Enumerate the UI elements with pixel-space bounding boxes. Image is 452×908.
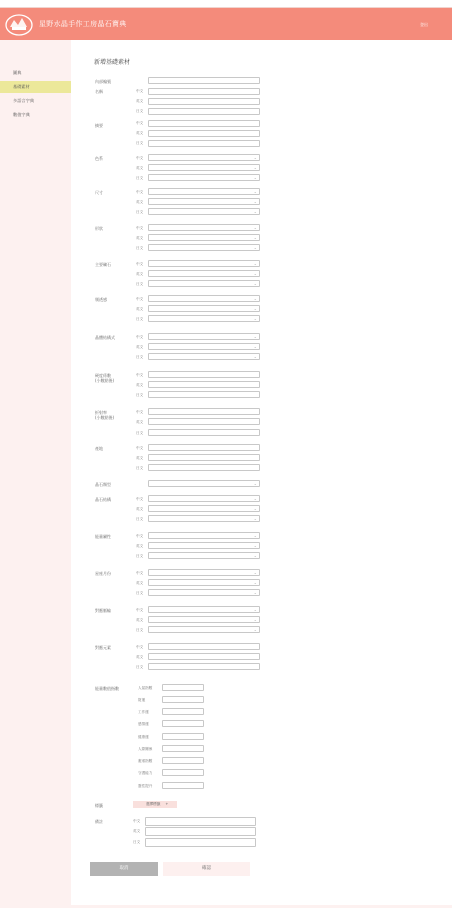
notes-zh-label: 中文 <box>133 819 141 823</box>
refraction-ja-input[interactable] <box>148 429 260 436</box>
refraction-zh-input[interactable] <box>148 408 260 415</box>
shine-en-select[interactable]: ⌄ <box>148 305 260 312</box>
page-title: 新增基礎素材 <box>94 59 131 66</box>
chakra-label: 對應脈輪 <box>95 608 111 613</box>
color-en-select[interactable]: ⌄ <box>148 164 260 171</box>
main-stone-ja-label: 日文 <box>136 282 144 286</box>
crystal-system-en-label: 英文 <box>136 507 144 511</box>
internal-code-input[interactable] <box>148 77 260 84</box>
shine-label: 剔透感 <box>95 297 107 302</box>
specific-gravity-en-label: 英文 <box>136 383 144 387</box>
app-title: 星野水晶手作工房晶石寶典 <box>39 20 127 28</box>
energy-zh-select[interactable]: ⌄ <box>148 532 260 539</box>
chakra-zh-label: 中文 <box>136 608 144 612</box>
summary-zh-label: 中文 <box>136 121 144 125</box>
specific-gravity-en-input[interactable] <box>148 381 260 388</box>
specific-gravity-zh-label: 中文 <box>136 373 144 377</box>
value-spirit-input[interactable] <box>162 782 204 789</box>
shine-ja-label: 日文 <box>136 317 144 321</box>
shape-label: 形狀 <box>95 226 103 231</box>
summary-en-input[interactable] <box>148 130 260 137</box>
shine-zh-label: 中文 <box>136 297 144 301</box>
energy-ja-select[interactable]: ⌄ <box>148 552 260 559</box>
element-en-label: 英文 <box>136 655 144 659</box>
color-zh-label: 中文 <box>136 156 144 160</box>
origin-zh-input[interactable] <box>148 444 260 451</box>
name-ja-label: 日文 <box>136 109 144 113</box>
energy-label: 能量屬性 <box>95 534 111 539</box>
size-label: 尺寸 <box>95 190 103 195</box>
composition-label: 晶體結構式 <box>95 335 115 340</box>
shape-zh-label: 中文 <box>136 226 144 230</box>
sidebar-item-gallery[interactable]: 圖典 <box>13 70 22 75</box>
size-zh-label: 中文 <box>136 190 144 194</box>
refraction-zh-label: 中文 <box>136 410 144 414</box>
top-strip <box>0 0 452 8</box>
chakra-en-select[interactable]: ⌄ <box>148 616 260 623</box>
stone-type-label: 晶石類型 <box>95 482 111 487</box>
origin-en-input[interactable] <box>148 454 260 461</box>
value-protection-label: 避邪指數 <box>138 759 153 763</box>
value-love-input[interactable] <box>162 720 204 727</box>
main-stone-zh-label: 中文 <box>136 262 144 266</box>
composition-en-label: 英文 <box>136 345 144 349</box>
composition-zh-select[interactable]: ⌄ <box>148 333 260 340</box>
zodiac-label: 星座月份 <box>95 571 111 576</box>
composition-ja-label: 日文 <box>136 355 144 359</box>
shine-ja-select[interactable]: ⌄ <box>148 315 260 322</box>
color-en-label: 英文 <box>136 166 144 170</box>
crystal-system-ja-label: 日文 <box>136 517 144 521</box>
value-spirit-label: 靈性提升 <box>138 784 153 788</box>
element-ja-input[interactable] <box>148 663 260 670</box>
value-relations-label: 人際關係 <box>138 747 153 751</box>
element-zh-label: 中文 <box>136 645 144 649</box>
select-tags-label: 選擇標籤 <box>146 802 161 806</box>
shape-zh-select[interactable]: ⌄ <box>148 224 260 231</box>
chakra-ja-label: 日文 <box>136 628 144 632</box>
value-career-label: 工作運 <box>138 710 149 714</box>
value-popularity-label: 人氣指數 <box>138 686 153 690</box>
summary-ja-input[interactable] <box>148 140 260 147</box>
main-stone-ja-select[interactable]: ⌄ <box>148 280 260 287</box>
shine-en-label: 英文 <box>136 307 144 311</box>
element-ja-label: 日文 <box>136 665 144 669</box>
stone-type-select[interactable]: ⌄ <box>148 480 260 487</box>
sidebar-item-values[interactable]: 數值字典 <box>13 112 30 117</box>
color-zh-select[interactable]: ⌄ <box>148 154 260 161</box>
select-tags-button[interactable] <box>133 801 177 808</box>
zodiac-ja-label: 日文 <box>136 591 144 595</box>
crystal-system-zh-label: 中文 <box>136 497 144 501</box>
size-zh-select[interactable]: ⌄ <box>148 188 260 195</box>
name-ja-input[interactable] <box>148 108 260 115</box>
value-love-label: 感情運 <box>138 722 149 726</box>
zodiac-ja-select[interactable]: ⌄ <box>148 589 260 596</box>
shine-zh-select[interactable]: ⌄ <box>148 295 260 302</box>
name-en-label: 英文 <box>136 99 144 103</box>
color-ja-label: 日文 <box>136 176 144 180</box>
submit-button[interactable]: 確認 <box>163 862 250 876</box>
main-stone-label: 主要礦石 <box>95 262 111 267</box>
refraction-en-label: 英文 <box>136 420 144 424</box>
notes-en-label: 英文 <box>133 829 141 833</box>
notes-label: 備註 <box>95 819 103 824</box>
size-en-label: 英文 <box>136 200 144 204</box>
chakra-en-label: 英文 <box>136 618 144 622</box>
summary-en-label: 英文 <box>136 131 144 135</box>
cancel-button[interactable]: 取消 <box>90 862 158 876</box>
shape-en-label: 英文 <box>136 236 144 240</box>
origin-label: 產地 <box>95 446 103 451</box>
zodiac-en-select[interactable]: ⌄ <box>148 579 260 586</box>
main-stone-en-label: 英文 <box>136 272 144 276</box>
tags-label: 標籤 <box>95 803 103 808</box>
notes-ja-input[interactable] <box>145 838 256 847</box>
name-zh-input[interactable] <box>148 88 260 95</box>
main-stone-en-select[interactable]: ⌄ <box>148 270 260 277</box>
origin-en-label: 英文 <box>136 456 144 460</box>
energy-ja-label: 日文 <box>136 554 144 558</box>
value-guardian-label: 守護能力 <box>138 771 153 775</box>
zodiac-en-label: 英文 <box>136 581 144 585</box>
notes-zh-input[interactable] <box>145 817 256 826</box>
summary-zh-input[interactable] <box>148 120 260 127</box>
composition-en-select[interactable]: ⌄ <box>148 343 260 350</box>
sidebar-item-dictionary[interactable]: 多語言字典 <box>13 98 34 103</box>
sidebar <box>0 40 71 908</box>
specific-gravity-zh-input[interactable] <box>148 371 260 378</box>
value-popularity-input[interactable] <box>162 684 204 691</box>
refraction-en-input[interactable] <box>148 418 260 425</box>
crystal-system-ja-select[interactable]: ⌄ <box>148 515 260 522</box>
summary-ja-label: 日文 <box>136 141 144 145</box>
value-health-label: 健康運 <box>138 735 149 739</box>
energy-en-label: 英文 <box>136 544 144 548</box>
logo-icon <box>4 11 34 37</box>
main-stone-zh-select[interactable]: ⌄ <box>148 260 260 267</box>
values-label: 能量數值指數 <box>95 686 119 691</box>
color-label: 色系 <box>95 156 103 161</box>
specific-gravity-label: 硬度係數 (小數點後) <box>95 373 115 383</box>
element-label: 對應元素 <box>95 645 111 650</box>
origin-ja-input[interactable] <box>148 464 260 471</box>
summary-label: 摘要 <box>95 123 103 128</box>
value-career-input[interactable] <box>162 708 204 715</box>
shape-en-select[interactable]: ⌄ <box>148 234 260 241</box>
value-health-input[interactable] <box>162 733 204 740</box>
color-ja-select[interactable]: ⌄ <box>148 174 260 181</box>
add-tag-icon[interactable]: + <box>165 802 169 806</box>
logout-button[interactable]: 登出 <box>420 22 428 27</box>
element-en-input[interactable] <box>148 653 260 660</box>
internal-code-label: 內部編號 <box>95 79 111 84</box>
specific-gravity-ja-input[interactable] <box>148 391 260 398</box>
energy-zh-label: 中文 <box>136 534 144 538</box>
sidebar-item-materials[interactable]: 基礎素材 <box>0 81 71 93</box>
zodiac-zh-label: 中文 <box>136 571 144 575</box>
crystal-system-label: 晶石結構 <box>95 497 111 502</box>
size-ja-label: 日文 <box>136 210 144 214</box>
name-zh-label: 中文 <box>136 89 144 93</box>
main-panel <box>71 40 452 908</box>
refraction-ja-label: 日文 <box>136 431 144 435</box>
specific-gravity-ja-label: 日文 <box>136 393 144 397</box>
energy-en-select[interactable]: ⌄ <box>148 542 260 549</box>
chakra-zh-select[interactable]: ⌄ <box>148 606 260 613</box>
value-guardian-input[interactable] <box>162 769 204 776</box>
value-wealth-input[interactable] <box>162 696 204 703</box>
value-protection-input[interactable] <box>162 757 204 764</box>
zodiac-zh-select[interactable]: ⌄ <box>148 569 260 576</box>
size-ja-select[interactable]: ⌄ <box>148 208 260 215</box>
notes-ja-label: 日文 <box>133 840 141 844</box>
value-wealth-label: 財運 <box>138 698 146 702</box>
chakra-ja-select[interactable]: ⌄ <box>148 626 260 633</box>
composition-zh-label: 中文 <box>136 335 144 339</box>
notes-en-input[interactable] <box>145 827 256 836</box>
size-en-select[interactable]: ⌄ <box>148 198 260 205</box>
shape-ja-label: 日文 <box>136 246 144 250</box>
crystal-system-zh-select[interactable]: ⌄ <box>148 495 260 502</box>
origin-ja-label: 日文 <box>136 466 144 470</box>
composition-ja-select[interactable]: ⌄ <box>148 353 260 360</box>
refraction-label: 折射率 (小數點後) <box>95 410 115 420</box>
name-en-input[interactable] <box>148 98 260 105</box>
shape-ja-select[interactable]: ⌄ <box>148 244 260 251</box>
value-relations-input[interactable] <box>162 745 204 752</box>
element-zh-input[interactable] <box>148 643 260 650</box>
origin-zh-label: 中文 <box>136 446 144 450</box>
crystal-system-en-select[interactable]: ⌄ <box>148 505 260 512</box>
name-label: 名稱 <box>95 89 103 94</box>
